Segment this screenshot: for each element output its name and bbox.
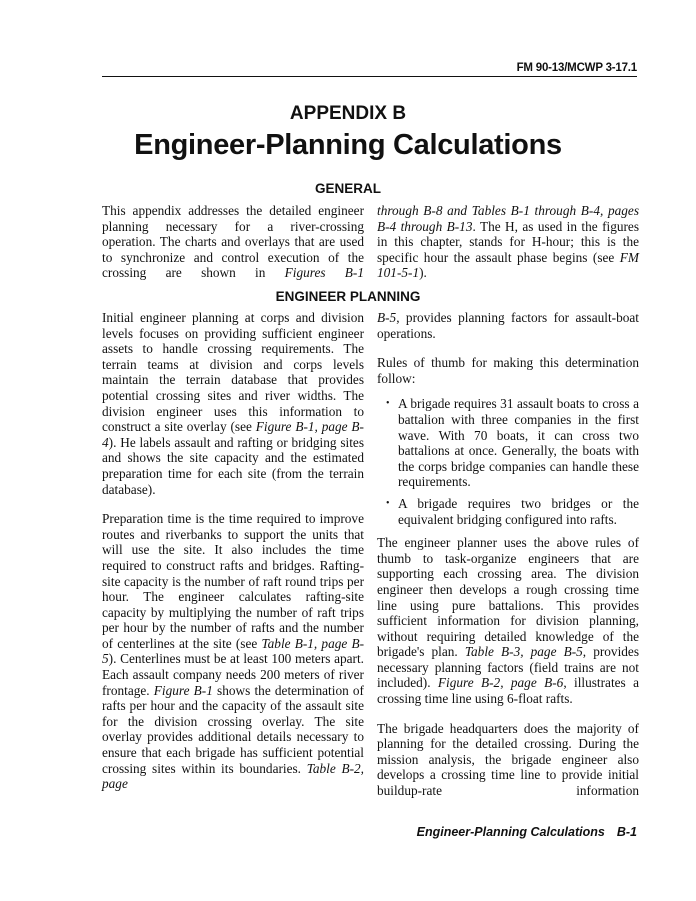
running-header: FM 90-13/MCWP 3-17.1 bbox=[516, 62, 637, 74]
document-reference: FM 101-5-1 bbox=[377, 249, 639, 281]
section-heading-general: GENERAL bbox=[314, 181, 381, 196]
appendix-label: APPENDIX B bbox=[289, 103, 407, 124]
engineer-planning-paragraph-1-cont: B-5, provides planning factors for assault-boat operations. bbox=[377, 310, 639, 341]
table-reference: B-5 bbox=[377, 310, 397, 325]
list-item: • A brigade requires 31 assault boats to cross a battalion with three companies in the first wave. With 70 boats, it can cross two battalions at once. Generally, the boats with the corps bridge companies can handle these requirements. bbox=[386, 396, 639, 490]
bullet-icon: • bbox=[386, 497, 390, 509]
table-reference: Table B-2, page bbox=[102, 760, 364, 792]
figure-reference: Figure B-1, page B-4 bbox=[102, 419, 364, 450]
figure-reference: Figure B-2, page B-6 bbox=[437, 675, 564, 691]
general-left-column bbox=[102, 203, 364, 295]
table-reference: Table B-3, page B-5 bbox=[464, 644, 583, 660]
engineer-planning-left-column bbox=[102, 310, 364, 806]
footer-title: Engineer-Planning Calculations bbox=[416, 825, 605, 839]
figure-reference: through B-8 and Tables B-1 through B-4, pages B-4 through B-13 bbox=[377, 203, 639, 234]
engineer-planning-paragraph-2: Preparation time is the time required to improve routes and riverbanks to support the units that will use the site. It also includes the time required to construct rafts and bridges. Rafting-site capacity is the number of raft round trips per hour. The engineer calculates rafting-site capacity by multiplying the number of raft trips per hour by the number of rafts and the number of centerlines at the site (see Table B-1, page B-5). Centerlines must be at least 100 meters apart. Each assault company needs 200 meters of river frontage. Figure B-1 shows the determination of rafts per hour and the capacity of the assault site for the division crossing overlay. The site overlay provides additional details necessary to ensure that each brigade has sufficient potential crossing sites within its boundaries. Table B-2, page bbox=[102, 511, 364, 792]
general-paragraph-1a: This appendix addresses the detailed engineer planning necessary for a river-crossing operation. The charts and overlays that are used to synchronize and control execution of the crossing are shown in Figures B-1 bbox=[102, 203, 364, 281]
section-heading-engineer-planning: ENGINEER PLANNING bbox=[275, 289, 421, 304]
general-paragraph-1b: through B-8 and Tables B-1 through B-4, pages B-4 through B-13. The H, as used in the figures in this chapter, stands for H-hour; this is the specific hour the assault phase begins (see FM 101-5-1). bbox=[377, 203, 639, 281]
general-right-column bbox=[377, 203, 639, 295]
engineer-planning-paragraph-4: The brigade headquarters does the majority of planning for the detailed crossing. During the mission analysis, the brigade engineer also develops a crossing time line to provide initial buildup-rate information bbox=[377, 720, 639, 799]
header-rule bbox=[102, 76, 637, 77]
page-title: Engineer-Planning Calculations bbox=[134, 129, 562, 161]
engineer-planning-paragraph-1: Initial engineer planning at corps and division levels focuses on providing sufficient engineer assets to handle crossing requirements. The terrain teams at division and corps levels maintain the terrain database that provides potential crossing sites and river widths. The division engineer uses this information to construct a site overlay (see Figure B-1, page B-4). He labels assault and rafting or bridging sites and shows the site capacity and the estimated preparation time for each site (from the terrain database). bbox=[102, 310, 364, 497]
bullet-icon: • bbox=[386, 398, 390, 410]
engineer-planning-paragraph-3: The engineer planner uses the above rules of thumb to task-organize engineers that are supporting each crossing area. The division engineer then develops a rough crossing time line using pure battalions. This provides sufficient information for division planning, without requiring detailed knowledge of the brigade's plan. Table B-3, page B-5, provides necessary planning factors (field trains are not included). Figure B-2, page B-6, illustrates a crossing time line using 6-float rafts. bbox=[377, 535, 639, 707]
running-footer bbox=[0, 825, 637, 839]
rules-of-thumb-list bbox=[377, 396, 639, 527]
list-item: • A brigade requires two bridges or the equivalent bridging configured into rafts. bbox=[386, 495, 639, 527]
table-reference: Table B-1, page B-5 bbox=[102, 635, 364, 667]
figure-reference: Figure B-1 bbox=[153, 682, 213, 698]
figure-reference: Figures B-1 bbox=[284, 265, 364, 281]
rules-of-thumb-intro: Rules of thumb for making this determination follow: bbox=[377, 355, 639, 386]
engineer-planning-right-column bbox=[377, 310, 639, 813]
page-number: B-1 bbox=[616, 825, 637, 839]
